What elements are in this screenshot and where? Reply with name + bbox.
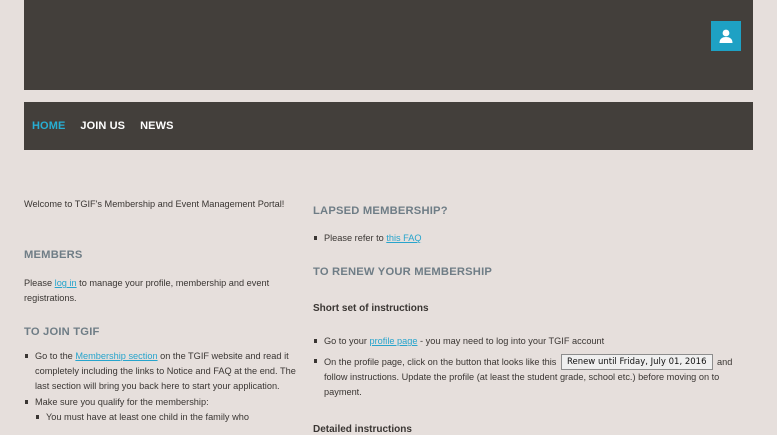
- right-column: [313, 205, 753, 435]
- membership-section-link[interactable]: Membership section: [75, 351, 158, 361]
- user-icon: [718, 28, 734, 44]
- lapsed-text-pre: Please refer to: [324, 233, 387, 243]
- renew-button-example[interactable]: Renew until Friday, July 01, 2016: [561, 354, 713, 370]
- lapsed-heading: LAPSED MEMBERSHIP?: [313, 205, 448, 217]
- login-link[interactable]: log in: [54, 278, 77, 288]
- list-item: Make sure you qualify for the membership:: [24, 395, 304, 410]
- list-item: [313, 231, 753, 246]
- renew-steps-list: [313, 334, 753, 400]
- members-text-post: to manage your profile, membership and event registrations.: [24, 278, 270, 303]
- faq-link[interactable]: this FAQ: [386, 233, 422, 243]
- site-header: [24, 0, 753, 90]
- welcome-text: Welcome to TGIF's Membership and Event Management Portal!: [24, 199, 285, 209]
- join-step-1-post: on the TGIF website and read it completely including the links to Notice and FAQ at the end. The last section will bring you back here to start your application.: [35, 351, 296, 391]
- renew-heading: TO RENEW YOUR MEMBERSHIP: [313, 266, 493, 278]
- step-2-pre: On the profile page, click on the button that looks like this: [324, 357, 559, 367]
- step-2-post: and follow instructions. Update the profile (at least the student grade, school etc.) before moving on to payment.: [324, 357, 733, 397]
- list-item: [24, 349, 304, 394]
- left-column: [24, 197, 304, 425]
- nav-join-us[interactable]: JOIN US: [80, 120, 126, 132]
- join-list: [24, 349, 304, 425]
- main-nav: [24, 102, 753, 150]
- join-heading: TO JOIN TGIF: [24, 326, 100, 338]
- members-text: [24, 276, 304, 306]
- step-1-post: - you may need to log into your TGIF account: [417, 336, 605, 346]
- list-item: You must have at least one child in the family who: [24, 410, 304, 425]
- nav-news[interactable]: NEWS: [140, 120, 174, 132]
- lapsed-list: [313, 231, 753, 246]
- members-text-pre: Please: [24, 278, 55, 288]
- list-item: [313, 354, 753, 400]
- members-heading: MEMBERS: [24, 249, 83, 261]
- join-step-1-pre: Go to the: [35, 351, 76, 361]
- detailed-instructions-heading: Detailed instructions: [313, 424, 412, 435]
- nav-home[interactable]: HOME: [32, 120, 66, 132]
- list-item: [313, 334, 753, 349]
- short-instructions-heading: Short set of instructions: [313, 303, 429, 314]
- step-1-pre: Go to your: [324, 336, 370, 346]
- user-account-button[interactable]: [711, 21, 741, 51]
- profile-page-link[interactable]: profile page: [369, 336, 418, 346]
